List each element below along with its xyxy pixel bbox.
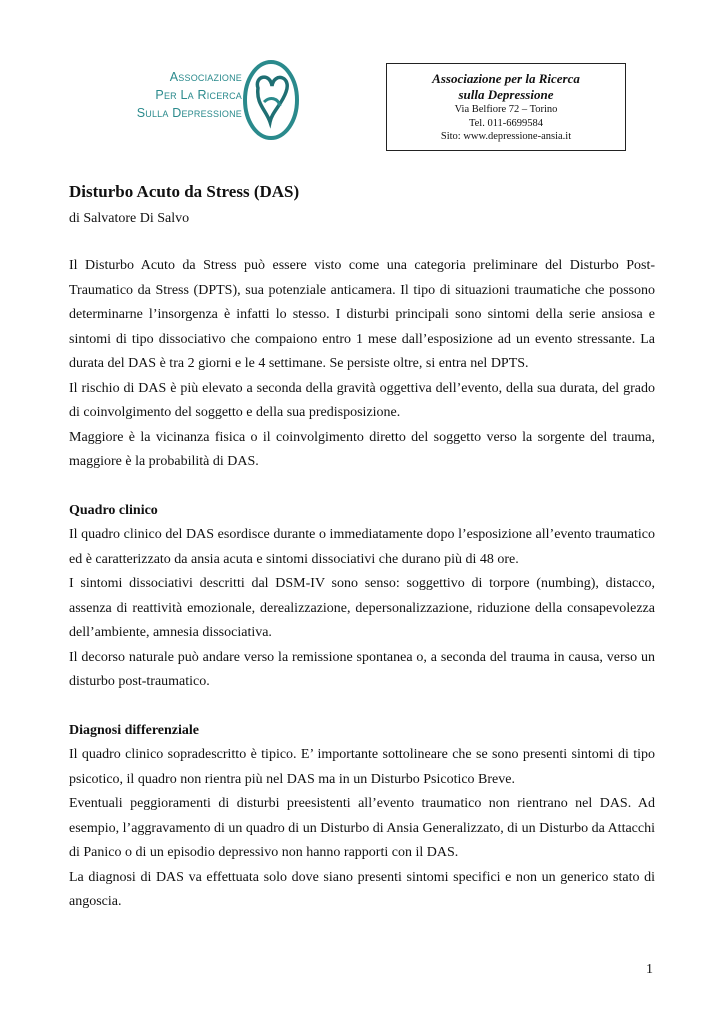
- heart-swirl-logo-icon: [240, 58, 304, 146]
- section1-paragraph-3: Il decorso naturale può andare verso la remissione spontanea o, a seconda del trauma in causa, verso un disturbo post-traumatico.: [69, 649, 655, 689]
- intro-paragraph-1: Il Disturbo Acuto da Stress può essere visto come una categoria preliminare del Disturbo Post-Traumatico da Stress (DPTS), sua potenziale anticamera. Il tipo di situazioni traumatiche che possono determinarne l’insorgenza è infatti lo stesso. I disturbi principali sono sintomi della serie ansiosa e sintomi di tipo dissociativo che compaiono entro 1 mese dall’esposizione ad un evento stressante. La durata del DAS è tra 2 giorni e le 4 settimane. Se persiste oltre, si entra nel DPTS.: [69, 258, 655, 371]
- section1-paragraph-2: I sintomi dissociativi descritti dal DSM-IV sono senso: soggettivo di torpore (numbing), distacco, assenza di reattività emozionale, derealizzazione, depersonalizzazione, riduzione della consapevolezza dell’ambiente, amnesia dissociativa.: [69, 576, 655, 640]
- contact-phone: Tel. 011-6699584: [468, 117, 544, 129]
- spacer: [69, 230, 655, 254]
- logo-text: [112, 68, 242, 122]
- spacer: [69, 695, 655, 719]
- logo-line-2: Per La Ricerca: [155, 88, 242, 102]
- article: [69, 180, 655, 915]
- intro-paragraph-3: Maggiore è la vicinanza fisica o il coinvolgimento diretto del soggetto verso la sorgente del trauma, maggiore è la probabilità di DAS.: [69, 429, 655, 469]
- article-author: di Salvatore Di Salvo: [69, 211, 190, 226]
- section2-paragraph-3: La diagnosi di DAS va effettuata solo dove siano presenti sintomi specifici e non un generico stato di angoscia.: [69, 869, 655, 909]
- section-heading-quadro-clinico: Quadro clinico: [69, 502, 158, 518]
- logo-line-3: Sulla Depressione: [136, 106, 242, 120]
- contact-address: Via Belfiore 72 – Torino: [454, 104, 558, 115]
- page-number: 1: [646, 962, 653, 977]
- contact-org-line-1: Associazione per la Ricerca: [432, 71, 580, 86]
- contact-box: [386, 63, 626, 151]
- logo-line-1: Associazione: [169, 70, 242, 84]
- contact-site: Sito: www.depressione-ansia.it: [440, 131, 572, 142]
- intro-paragraph-2: Il rischio di DAS è più elevato a seconda della gravità oggettiva dell’evento, della sua durata, del grado di coinvolgimento del soggetto e della sua predisposizione.: [69, 380, 655, 420]
- article-title: Disturbo Acuto da Stress (DAS): [69, 182, 300, 201]
- contact-org-line-2: sulla Depressione: [458, 87, 554, 102]
- spacer: [69, 475, 655, 499]
- section2-paragraph-1: Il quadro clinico sopradescritto è tipico. E’ importante sottolineare che se sono presenti sintomi di tipo psicotico, il quadro non rientra più nel DAS ma in un Disturbo Psicotico Breve.: [69, 747, 655, 787]
- association-logo: [112, 58, 302, 148]
- section-heading-diagnosi-differenziale: Diagnosi differenziale: [69, 722, 200, 738]
- section1-paragraph-1: Il quadro clinico del DAS esordisce durante o immediatamente dopo l’esposizione all’evento traumatico ed è caratterizzato da ansia acuta e sintomi dissociativi che durano più di 48 ore.: [69, 527, 655, 567]
- section2-paragraph-2: Eventuali peggioramenti di disturbi preesistenti all’evento traumatico non rientrano nel DAS. Ad esempio, l’aggravamento di un quadro di un Disturbo di Ansia Generalizzato, di un Disturbo da Attacchi di Panico o di un episodio depressivo non hanno rapporti con il DAS.: [69, 796, 655, 860]
